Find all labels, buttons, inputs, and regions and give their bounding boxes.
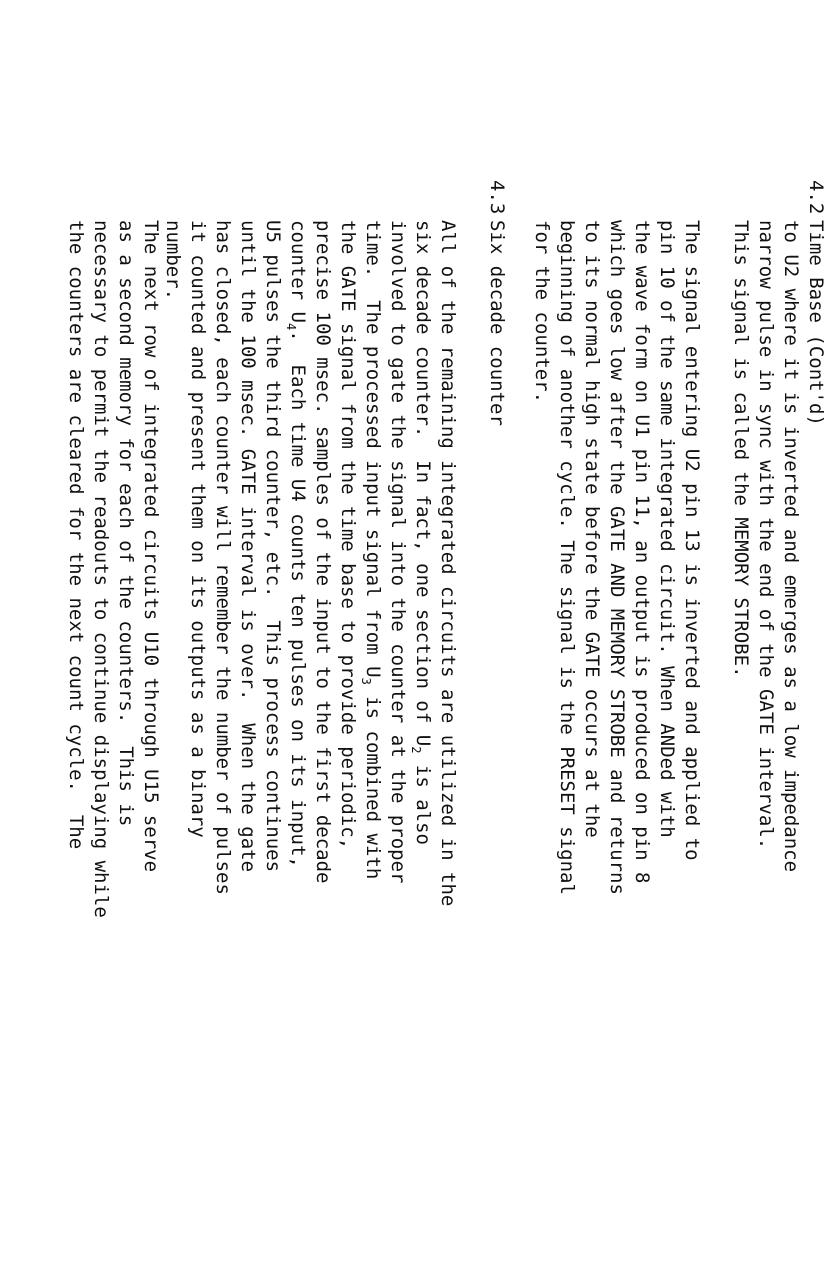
section-4-3-paragraph-1-line-11: it counted and present them on its outputs as a binary (187, 220, 209, 838)
section-4-2-paragraph-1-line-2: narrow pulse in sync with the end of the GATE interval. (755, 220, 777, 850)
section-4-3-paragraph-1-line-3: involved to gate the signal into the counter at the proper (387, 220, 409, 884)
section-4-3-paragraph-1-line-4: time. The processed input signal from $U_3$ is combined with (359, 220, 384, 880)
section-4-2-paragraph-2-line-6: beginning of another cycle. The signal is the PRESET signal (556, 220, 578, 895)
section-4-3-paragraph-1-line-9: until the 100 msec. GATE interval is over. When the gate (237, 220, 259, 873)
section-4-2-paragraph-1-line-1: to U2 where it is inverted and emerges as a low impedance (780, 220, 802, 873)
section-4-3-paragraph-1-line-6: precise 100 msec. samples of the input to the first decade (312, 220, 334, 884)
section-4-3-paragraph-1-line-1: All of the remaining integrated circuits are utilized in the (437, 220, 459, 907)
section-4-2-paragraph-2-line-2: pin 10 of the same integrated circuit. When ANDed with (656, 220, 678, 838)
section-4-3-paragraph-2-line-1: The next row of integrated circuits U10 through U15 serve (140, 220, 162, 873)
section-4-3-paragraph-1-line-2: six decade counter. In fact, one section of $U_2$ is also (409, 220, 434, 845)
section-4-3-paragraph-1-line-7: counter $U_4$. Each time U4 counts ten pulses on its input, (284, 220, 309, 868)
section-4-3-paragraph-2-line-3: necessary to permit the readouts to continue displaying while (90, 220, 112, 918)
section-4-2-title: Time Base (Cont'd) (805, 220, 827, 426)
section-4-2-paragraph-2-line-4: which goes low after the GATE AND MEMORY STROBE and returns (606, 220, 628, 895)
section-4-3-title: Six decade counter (486, 220, 508, 426)
section-4-3-paragraph-1-line-10: has closed, each counter will remember the number of pulses (212, 220, 234, 895)
section-4-3-paragraph-1-line-8: U5 pulses the third counter, etc. This process continues (262, 220, 284, 873)
section-4-2-paragraph-2-line-1: The signal entering U2 pin 13 is inverted and applied to (681, 220, 703, 861)
section-4-3-paragraph-2-line-4: the counters are cleared for the next count cycle. The (65, 220, 87, 850)
section-4-2-paragraph-1-line-3: This signal is called the MEMORY STROBE. (730, 220, 752, 678)
section-4-3-paragraph-1-line-12: number. (162, 220, 184, 301)
section-4-3-paragraph-1-line-5: the GATE signal from the time base to provide periodic, (337, 220, 359, 850)
section-4-2-paragraph-2-line-5: to its normal high state before the GATE occurs at the (581, 220, 603, 838)
section-4-2-paragraph-2-line-3: the wave form on U1 pin 11, an output is produced on pin 8 (631, 220, 653, 884)
section-4-3-paragraph-2-line-2: as a second memory for each of the counters. This is (115, 220, 137, 827)
section-4-2-paragraph-2-line-7: for the counter. (531, 220, 553, 404)
section-4-2-number: 4.2 (805, 180, 827, 215)
section-4-3-number: 4.3 (486, 180, 508, 215)
